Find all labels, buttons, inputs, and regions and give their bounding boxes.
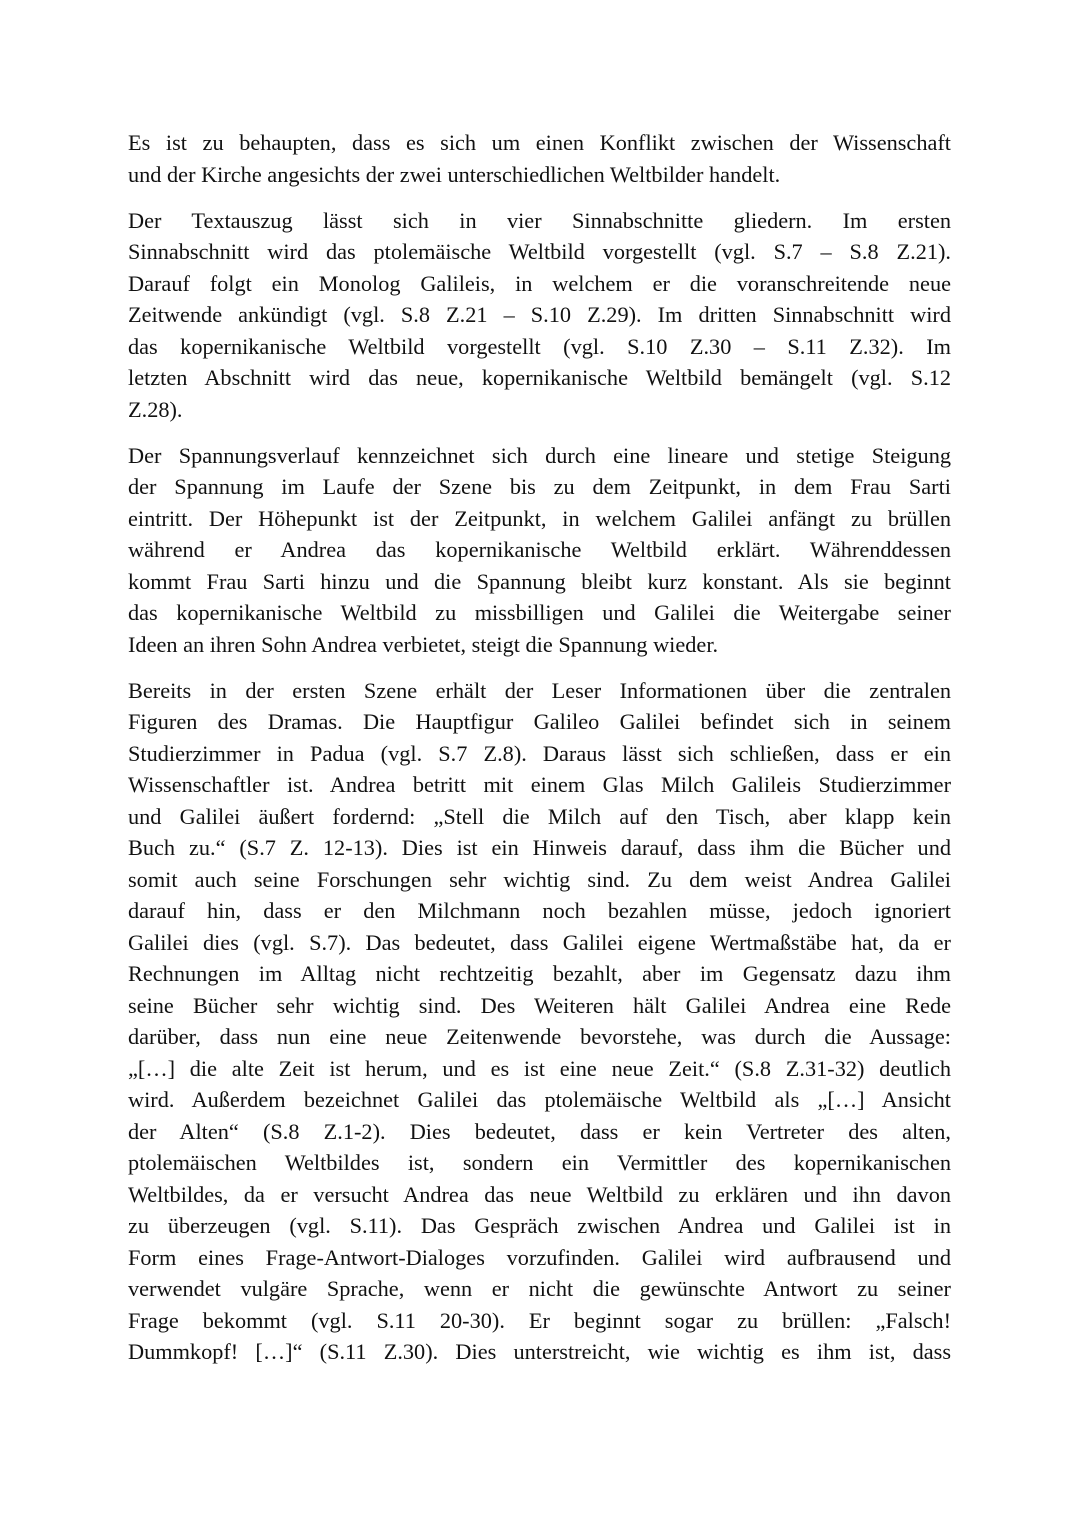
text-line: Darauf folgt ein Monolog Galileis, in welchem er die voranschreitende neue (128, 270, 951, 296)
text-line: der Spannung im Laufe der Szene bis zu dem Zeitpunkt, in dem Frau Sarti (128, 474, 951, 499)
text-line: zu überzeugen (vgl. S.11). Das Gespräch zwischen Andrea und Galilei ist in (128, 1213, 951, 1238)
text-line: Zeitwende ankündigt (vgl. S.8 Z.21 – S.10 Z.29). Im dritten Sinnabschnitt wird (128, 302, 951, 327)
text-line: Z.28). (128, 396, 183, 422)
text-line: Sinnabschnitt wird das ptolemäische Weltbild vorgestellt (vgl. S.7 – S.8 Z.21). (128, 239, 951, 264)
text-line: eintritt. Der Höhepunkt ist der Zeitpunkt, in welchem Galilei anfängt zu brüllen (128, 505, 951, 531)
text-line: Form eines Frage-Antwort-Dialoges vorzufinden. Galilei wird aufbrausend und (128, 1244, 951, 1270)
document-page (128, 127, 951, 1382)
text-line: Studierzimmer in Padua (vgl. S.7 Z.8). Daraus lässt sich schließen, dass er ein (128, 740, 951, 766)
text-line: ptolemäischen Weltbildes ist, sondern ein Vermittler des kopernikanischen (128, 1150, 951, 1175)
text-line: das kopernikanische Weltbild vorgestellt (vgl. S.10 Z.30 – S.11 Z.32). Im (128, 333, 951, 359)
text-line: somit auch seine Forschungen sehr wichtig sind. Zu dem weist Andrea Galilei (128, 866, 951, 892)
text-line: Bereits in der ersten Szene erhält der Leser Informationen über die zentralen (128, 677, 951, 703)
paragraph (128, 205, 951, 426)
paragraph (128, 675, 951, 1368)
text-line: Rechnungen im Alltag nicht rechtzeitig bezahlt, aber im Gegensatz dazu ihm (128, 961, 951, 986)
text-line: der Alten“ (S.8 Z.1-2). Dies bedeutet, dass er kein Vertreter des alten, (128, 1118, 951, 1144)
text-line: Es ist zu behaupten, dass es sich um einen Konflikt zwischen der Wissenschaft (128, 130, 951, 155)
text-line: Weltbildes, da er versucht Andrea das neue Weltbild zu erklären und ihn davon (128, 1181, 951, 1207)
text-line: Buch zu.“ (S.7 Z. 12-13). Dies ist ein Hinweis darauf, dass ihm die Bücher und (128, 835, 951, 860)
text-line: verwendet vulgäre Sprache, wenn er nicht die gewünschte Antwort zu seiner (128, 1276, 951, 1301)
text-line: seine Bücher sehr wichtig sind. Des Weiteren hält Galilei Andrea eine Rede (128, 992, 951, 1018)
paragraph (128, 127, 951, 190)
text-line: Der Textauszug lässt sich in vier Sinnabschnitte gliedern. Im ersten (128, 207, 951, 233)
text-line: „[…] die alte Zeit ist herum, und es ist eine neue Zeit.“ (S.8 Z.31-32) deutlich (128, 1055, 951, 1081)
paragraph (128, 440, 951, 661)
text-line: Der Spannungsverlauf kennzeichnet sich durch eine lineare und stetige Steigung (128, 442, 951, 468)
text-line: Frage bekommt (vgl. S.11 20-30). Er beginnt sogar zu brüllen: „Falsch! (128, 1307, 951, 1333)
text-line: und der Kirche angesichts der zwei unterschiedlichen Weltbilder handelt. (128, 161, 781, 187)
text-line: Ideen an ihren Sohn Andrea verbietet, steigt die Spannung wieder. (128, 631, 719, 657)
text-line: letzten Abschnitt wird das neue, kopernikanische Weltbild bemängelt (vgl. S.12 (128, 365, 951, 390)
text-line: und Galilei äußert fordernd: „Stell die Milch auf den Tisch, aber klapp kein (128, 803, 951, 829)
text-line: Figuren des Dramas. Die Hauptfigur Galileo Galilei befindet sich in seinem (128, 709, 951, 734)
text-line: während er Andrea das kopernikanische Weltbild erklärt. Währenddessen (128, 537, 951, 562)
text-line: darüber, dass nun eine neue Zeitenwende bevorstehe, was durch die Aussage: (128, 1024, 951, 1049)
text-line: darauf hin, dass er den Milchmann noch bezahlen müsse, jedoch ignoriert (128, 898, 951, 923)
text-line: Dummkopf! […]“ (S.11 Z.30). Dies unterstreicht, wie wichtig es ihm ist, dass (128, 1339, 951, 1364)
text-line: kommt Frau Sarti hinzu und die Spannung bleibt kurz konstant. Als sie beginnt (128, 568, 951, 594)
text-line: Wissenschaftler ist. Andrea betritt mit einem Glas Milch Galileis Studierzimmer (128, 772, 951, 797)
text-line: das kopernikanische Weltbild zu missbilligen und Galilei die Weitergabe seiner (128, 600, 951, 625)
text-line: Galilei dies (vgl. S.7). Das bedeutet, dass Galilei eigene Wertmaßstäbe hat, da er (128, 929, 951, 955)
text-line: wird. Außerdem bezeichnet Galilei das ptolemäische Weltbild als „[…] Ansicht (128, 1087, 951, 1112)
